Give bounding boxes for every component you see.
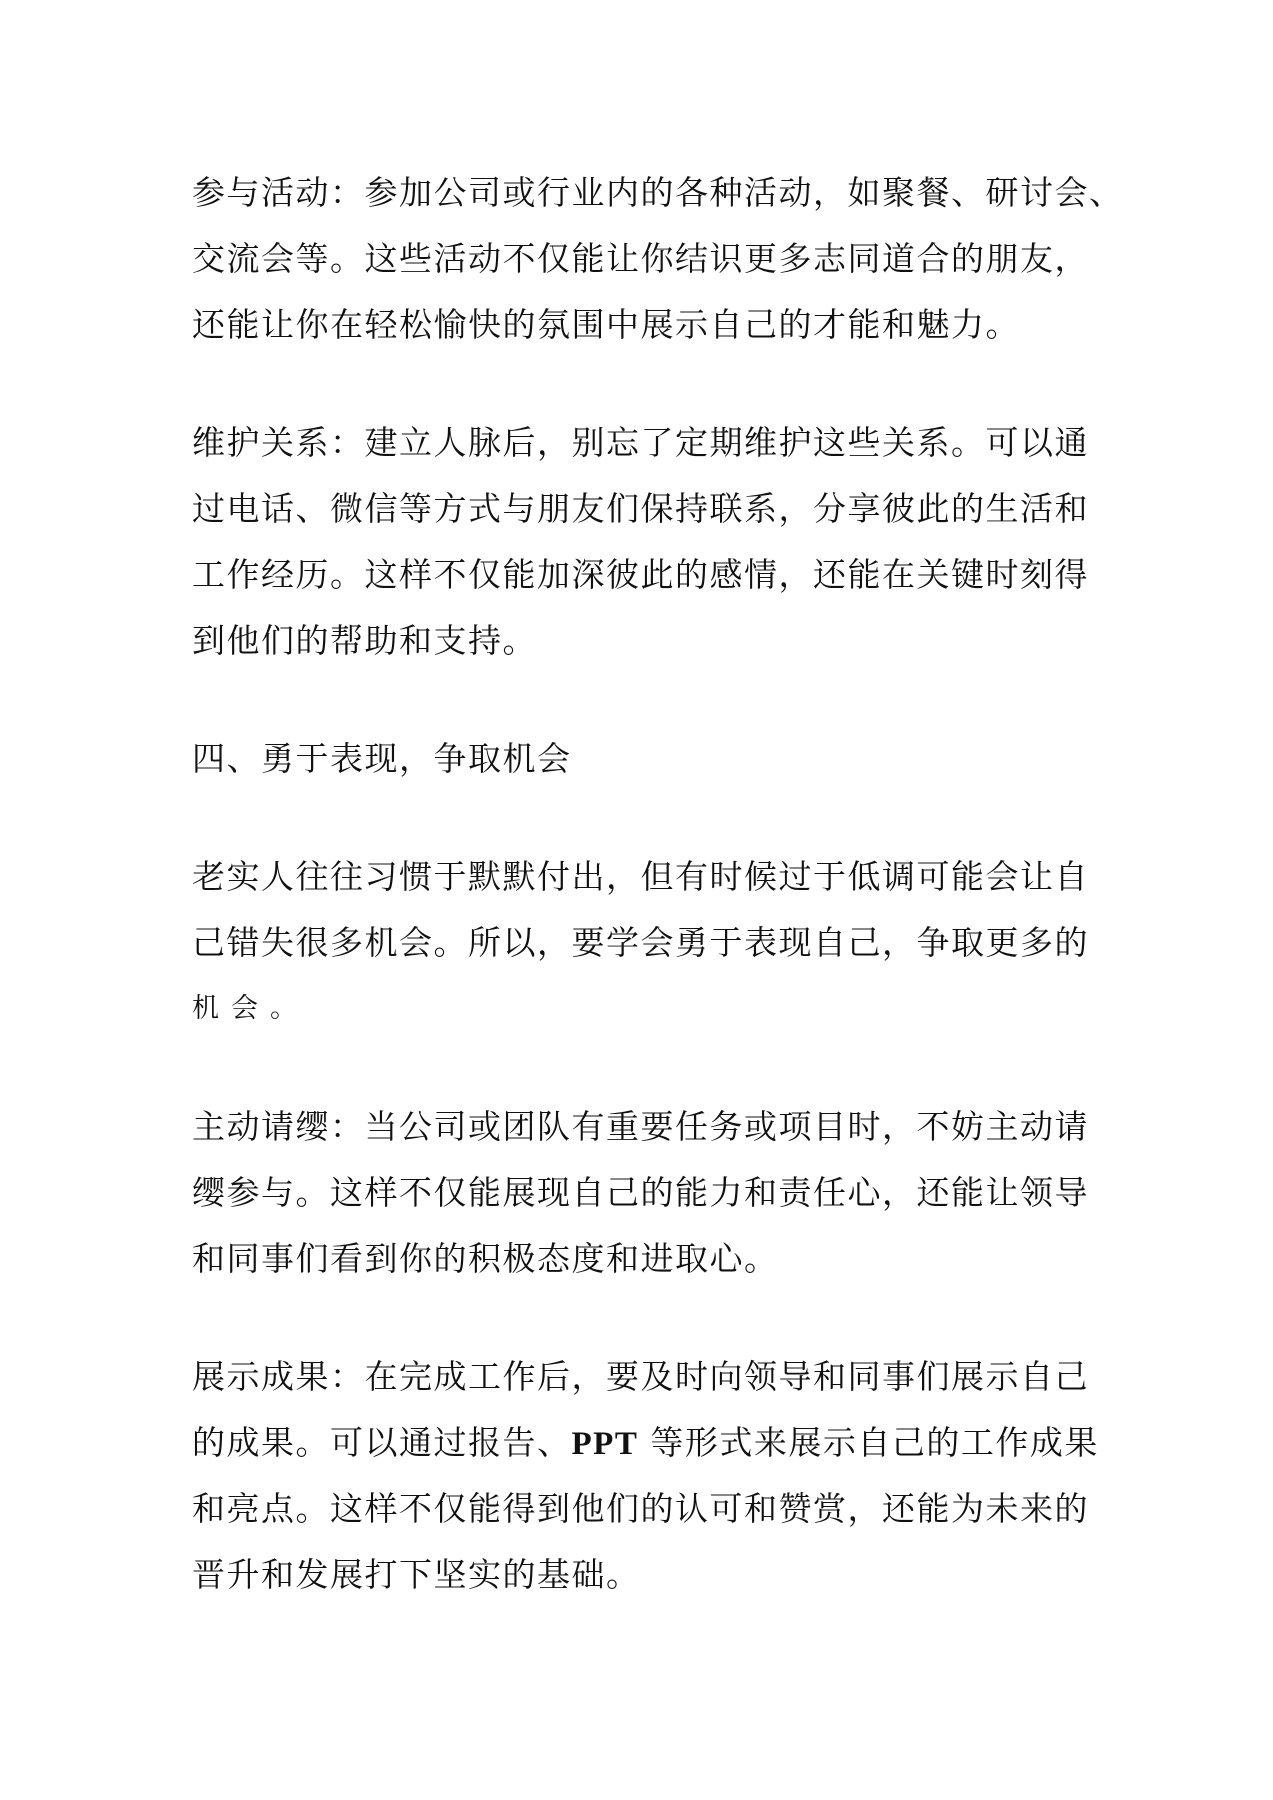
text-line: 展示成果：在完成工作后，要及时向领导和同事们展示自己 <box>192 1357 1089 1396</box>
text-line: 机会。 <box>192 993 309 1024</box>
text-line <box>192 1410 1099 1476</box>
text-line: 老实人往往习惯于默默付出，但有时候过于低调可能会让自 <box>192 857 1089 896</box>
bold-term: PPT <box>571 1426 639 1462</box>
text-line: 主动请缨：当公司或团队有重要任务或项目时，不妨主动请 <box>192 1107 1089 1146</box>
section-heading-text: 四、勇于表现，争取机会 <box>192 739 572 778</box>
text-line: 和同事们看到你的积极态度和进取心。 <box>192 1239 779 1278</box>
paragraph-show-results <box>192 1344 1099 1608</box>
section-heading <box>192 726 1082 792</box>
paragraph-show-yourself <box>192 844 1089 1042</box>
text-line: 己错失很多机会。所以，要学会勇于表现自己，争取更多的 <box>192 923 1089 962</box>
text-line: 还能让你在轻松愉快的氛围中展示自己的才能和魅力。 <box>192 305 1020 344</box>
text-line: 晋升和发展打下坚实的基础。 <box>192 1555 641 1594</box>
text-line: 缨参与。这样不仅能展现自己的能力和责任心，还能让领导 <box>192 1173 1089 1212</box>
text-line: 和亮点。这样不仅能得到他们的认可和赞赏，还能为未来的 <box>192 1489 1089 1528</box>
paragraph-maintain-relationships <box>192 410 1089 674</box>
text-line: 交流会等。这些活动不仅能让你结识更多志同道合的朋友， <box>192 239 1089 278</box>
paragraph-volunteer <box>192 1094 1089 1292</box>
text-line: 过电话、微信等方式与朋友们保持联系，分享彼此的生活和 <box>192 489 1089 528</box>
text-line: 维护关系：建立人脉后，别忘了定期维护这些关系。可以通 <box>192 423 1089 462</box>
text-line: 到他们的帮助和支持。 <box>192 621 537 660</box>
text-line: 工作经历。这样不仅能加深彼此的感情，还能在关键时刻得 <box>192 555 1089 594</box>
text-segment: 的成果。可以通过报告、 <box>192 1423 572 1462</box>
paragraph-participate-activities <box>192 160 1124 358</box>
text-line: 参与活动：参加公司或行业内的各种活动，如聚餐、研讨会、 <box>192 173 1124 212</box>
text-segment: 等形式来展示自己的工作成果 <box>638 1423 1099 1462</box>
document-body <box>192 160 1124 1660</box>
